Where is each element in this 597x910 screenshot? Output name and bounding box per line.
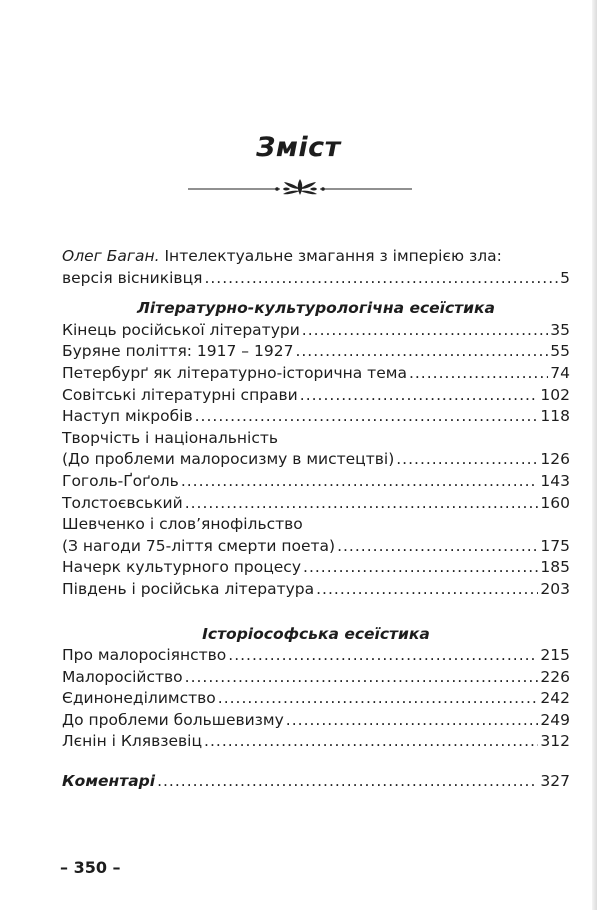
- dot-leader: [337, 536, 538, 558]
- dot-leader: [302, 320, 548, 342]
- toc-entry[interactable]: [62, 341, 570, 363]
- toc-entry[interactable]: [62, 579, 570, 601]
- page-ref: 35: [550, 320, 570, 339]
- page-number: – 350 –: [60, 858, 121, 877]
- toc-entry-comments[interactable]: [62, 771, 570, 793]
- page-ref: 327: [540, 772, 570, 791]
- page-ref: 249: [540, 710, 570, 729]
- page-title: Зміст: [256, 132, 341, 163]
- toc-entry[interactable]: [62, 363, 570, 385]
- page-ref: 118: [540, 407, 570, 426]
- toc-entry[interactable]: [62, 557, 570, 579]
- page-ref: 242: [540, 689, 570, 708]
- fleuron-ornament-icon: [180, 176, 420, 200]
- entry-title: Єдинонеділимство: [62, 689, 216, 708]
- toc-entry[interactable]: [62, 385, 570, 407]
- dot-leader: [316, 579, 538, 601]
- dot-leader: [228, 645, 538, 667]
- dot-leader: [204, 731, 538, 753]
- page-ref: 160: [540, 493, 570, 512]
- dot-leader: [409, 363, 548, 385]
- intro-author: Олег Баган.: [62, 247, 160, 265]
- page-ref: 126: [540, 450, 570, 469]
- toc-entry-intro-line2[interactable]: [62, 268, 570, 290]
- toc-entry[interactable]: [62, 320, 570, 342]
- section-heading-literary: Літературно-культурологічна есеїстика: [137, 299, 495, 318]
- entry-title: Толстоєвський: [62, 493, 183, 512]
- dot-leader: [157, 771, 538, 793]
- dot-leader: [396, 449, 538, 471]
- toc-entry-line1[interactable]: [62, 428, 570, 450]
- page-ref: 74: [550, 363, 570, 382]
- entry-title: Лєнін і Клявзевіц: [62, 732, 203, 751]
- page-ref: 175: [540, 536, 570, 555]
- entry-title: Начерк культурного процесу: [62, 558, 302, 577]
- section-heading-historiosophical: Історіософська есеїстика: [202, 624, 430, 643]
- entry-title: Малоросійство: [62, 667, 183, 686]
- toc-entry[interactable]: [62, 688, 570, 710]
- entry-title-line1: Творчість і національність: [62, 428, 279, 447]
- comments-title: Коментарі: [62, 772, 156, 791]
- page-ref: 143: [540, 471, 570, 490]
- toc-entry[interactable]: [62, 667, 570, 689]
- dot-leader: [185, 493, 539, 515]
- page-ref: 102: [540, 385, 570, 404]
- intro-title-line2: версія вісниківця: [62, 268, 203, 287]
- toc-entry[interactable]: [62, 406, 570, 428]
- page-ref: 226: [540, 667, 570, 686]
- dot-leader: [303, 557, 538, 579]
- toc-entry[interactable]: [62, 710, 570, 732]
- entry-title-line2: (З нагоди 75-ліття смерти поета): [62, 536, 336, 555]
- dot-leader: [286, 710, 539, 732]
- dot-leader: [295, 341, 548, 363]
- entry-title: Буряне поліття: 1917 – 1927: [62, 342, 294, 361]
- dot-leader: [218, 688, 539, 710]
- entry-title: Південь і російська література: [62, 579, 315, 598]
- toc-entry[interactable]: [62, 645, 570, 667]
- page-ref: 312: [540, 732, 570, 751]
- intro-title-line1: Інтелектуальне змагання з імперією зла:: [159, 247, 502, 265]
- table-of-contents: [62, 246, 570, 793]
- toc-entry[interactable]: [62, 731, 570, 753]
- entry-title: Кінець російської літератури: [62, 320, 300, 339]
- page-ref: 185: [540, 558, 570, 577]
- entry-title-line2: (До проблеми малоросизму в мистецтві): [62, 450, 395, 469]
- entry-title: До проблеми большевизму: [62, 710, 284, 729]
- entry-title: Совітські літературні справи: [62, 385, 298, 404]
- toc-entry-line2[interactable]: [62, 536, 570, 558]
- toc-entry[interactable]: [62, 471, 570, 493]
- entry-title: Наступ мікробів: [62, 407, 193, 426]
- toc-entry-intro-line1[interactable]: [62, 246, 570, 268]
- dot-leader: [300, 385, 539, 407]
- page-ref: 203: [540, 579, 570, 598]
- entry-title: Гоголь-Ґоґоль: [62, 471, 179, 490]
- dot-leader: [181, 471, 539, 493]
- entry-title-line1: Шевченко і слов’янофільство: [62, 515, 303, 534]
- toc-entry-line1[interactable]: [62, 514, 570, 536]
- entry-title: Петербурґ як літературно-історична тема: [62, 363, 407, 382]
- page-ref: 215: [540, 646, 570, 665]
- toc-entry[interactable]: [62, 493, 570, 515]
- page-ref: 55: [550, 342, 570, 361]
- dot-leader: [195, 406, 539, 428]
- page-ref: 5: [560, 268, 570, 287]
- entry-title: Про малоросіянство: [62, 646, 227, 665]
- dot-leader: [185, 667, 539, 689]
- toc-entry-line2[interactable]: [62, 449, 570, 471]
- dot-leader: [204, 268, 558, 290]
